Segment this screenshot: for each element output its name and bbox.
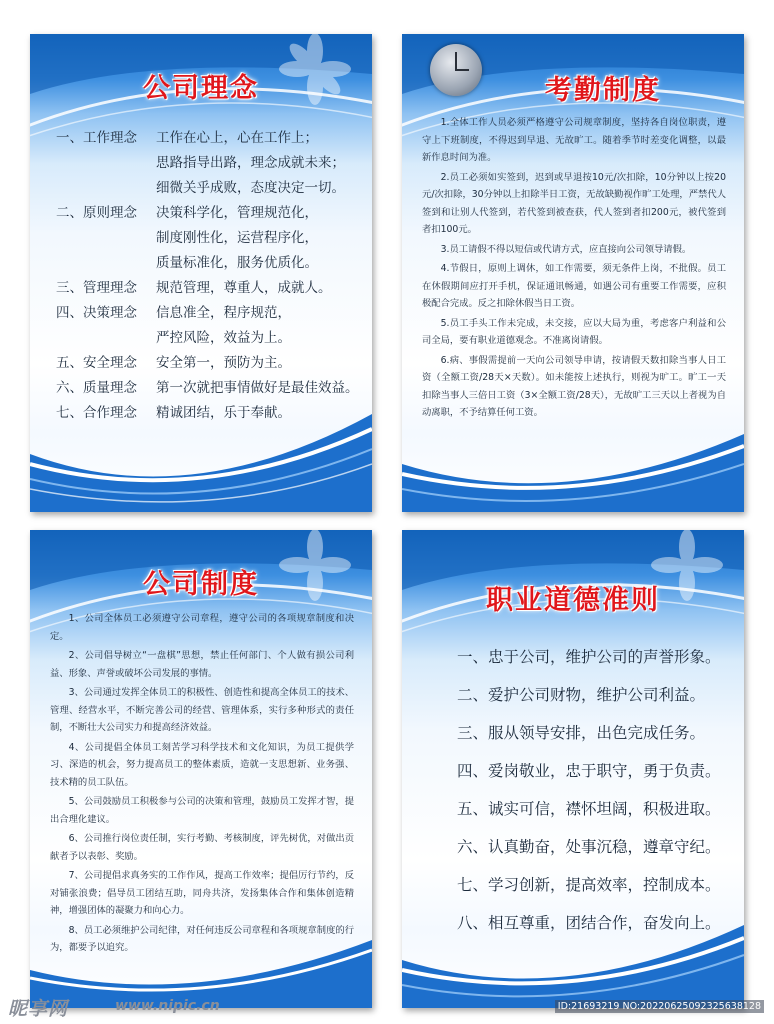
paragraph: 3、公司通过发挥全体员工的积极性、创造性和提高全体员工的技术、管理、经营水平，不断完善公司的经营、管理体系，实行多种形式的责任制，不断壮大公司实力和提高经济效益。 (50, 687, 354, 733)
board-attendance-policy (402, 34, 744, 512)
board-title: 职业道德准则 (486, 585, 660, 616)
paragraph: 8、员工必须维护公司纪律，对任何违反公司章程和各项规章制度的行为，都要予以追究。 (50, 924, 354, 953)
paragraph: 2.员工必须如实签到，迟到或早退按10元/次扣除，10分钟以上按20元/次扣除，30分钟以上扣除半日工资，无故缺勤视作旷工处理，严禁代人签到和让别人代签到，若代签到被查获，代人签到者扣200元，被代签到者扣100元。 (422, 171, 726, 235)
list-item: 七、学习创新，提高效率，控制成本。 (457, 876, 721, 894)
board-title: 公司理念 (143, 73, 259, 104)
board-company-philosophy (30, 34, 372, 512)
ethics-list (457, 638, 734, 942)
paragraph: 6.病、事假需提前一天向公司领导申请，按请假天数扣除当事人日工资（全额工资/28天×天数）。如未能按上述执行，则视为旷工。旷工一天扣除当事人三倍日工资（3×全额工资/28天），无故旷工三天以上者视为自动离职，不予结算任何工资。 (422, 354, 726, 418)
list-item: 四、决策理念 信息准全，程序规范， (56, 305, 291, 321)
list-item-line: 严控风险，效益为上。 (156, 330, 291, 346)
board-title: 考勤制度 (545, 75, 661, 106)
attendance-paragraphs (422, 114, 726, 424)
list-item: 六、质量理念 第一次就把事情做好是最佳效益。 (56, 380, 359, 396)
list-item: 八、相互尊重，团结合作，奋发向上。 (457, 914, 721, 932)
board-company-rules (30, 530, 372, 1008)
list-item: 五、诚实可信，襟怀坦阔，积极进取。 (457, 800, 721, 818)
list-item: 六、认真勤奋，处事沉稳，遵章守纪。 (457, 838, 721, 856)
watermark-logo: 昵享网 (8, 998, 69, 1020)
board-professional-ethics (402, 530, 744, 1008)
list-item: 四、爱岗敬业，忠于职守，勇于负责。 (457, 762, 721, 780)
paragraph: 5.员工手头工作未完成，未交接，应以大局为重，考虑客户利益和公司全局，要有职业道德观念。不准离岗请假。 (422, 317, 726, 346)
list-item-line: 制度刚性化，运营程序化， (156, 230, 318, 246)
list-item: 一、忠于公司，维护公司的声誉形象。 (457, 648, 721, 666)
paragraph: 2、公司倡导树立“一盘棋”思想，禁止任何部门、个人做有损公司利益、形象、声誉或破坏公司发展的事情。 (50, 650, 354, 679)
paragraph: 4.节假日，原则上调休，如工作需要，须无条件上岗，不批假。员工在休假期间应打开手机，保证通讯畅通，如遇公司有重要工作需要，应积极配合完成。反之扣除休假当日工资。 (422, 263, 726, 309)
paragraph: 3.员工请假不得以短信或代请方式，应直接向公司领导请假。 (440, 243, 692, 255)
philosophy-list (56, 126, 360, 426)
list-item: 五、安全理念 安全第一，预防为主。 (56, 355, 291, 371)
paragraph: 1、公司全体员工必须遵守公司章程，遵守公司的各项规章制度和决定。 (50, 613, 354, 642)
paragraph: 4、公司提倡全体员工刻苦学习科学技术和文化知识，为员工提供学习、深造的机会，努力提高员工的整体素质，造就一支思想新、业务强、技术精的员工队伍。 (50, 741, 354, 788)
list-item-line: 细微关乎成败，态度决定一切。 (156, 180, 345, 196)
list-item: 一、工作理念 工作在心上，心在工作上； (56, 130, 318, 146)
list-item: 三、服从领导安排，出色完成任务。 (457, 724, 706, 742)
paragraph: 7、公司提倡求真务实的工作作风，提高工作效率；提倡厉行节约，反对铺张浪费；倡导员工团结互助，同舟共济，发扬集体合作和集体创造精神，增强团体的凝聚力和向心力。 (50, 870, 354, 916)
list-item-line: 质量标准化，服务优质化。 (156, 255, 318, 271)
watermark-id: ID:21693219 NO:20220625092325638128 (555, 1000, 764, 1013)
list-item: 七、合作理念 精诚团结，乐于奉献。 (56, 405, 291, 421)
board-title: 公司制度 (143, 569, 259, 600)
rules-paragraphs (50, 610, 354, 959)
paragraph: 1.全体工作人员必须严格遵守公司规章制度，坚持各自岗位职责，遵守上下班制度，不得迟到早退、无故旷工。随着季节时差变化调整，以最新作息时间为准。 (422, 117, 726, 163)
paragraph: 5、公司鼓励员工积极参与公司的决策和管理，鼓励员工发挥才智，提出合理化建议。 (50, 796, 354, 825)
list-item: 二、原则理念 决策科学化，管理规范化， (56, 205, 318, 221)
list-item-line: 思路指导出路，理念成就未来； (156, 155, 345, 171)
watermark-url: www.nipic.cn (115, 998, 220, 1014)
list-item: 三、管理理念 规范管理，尊重人，成就人。 (56, 280, 332, 296)
list-item: 二、爱护公司财物，维护公司利益。 (457, 686, 706, 704)
paragraph: 6、公司推行岗位责任制，实行考勤、考核制度，评先树优，对做出贡献者予以表彰、奖励。 (50, 833, 354, 862)
